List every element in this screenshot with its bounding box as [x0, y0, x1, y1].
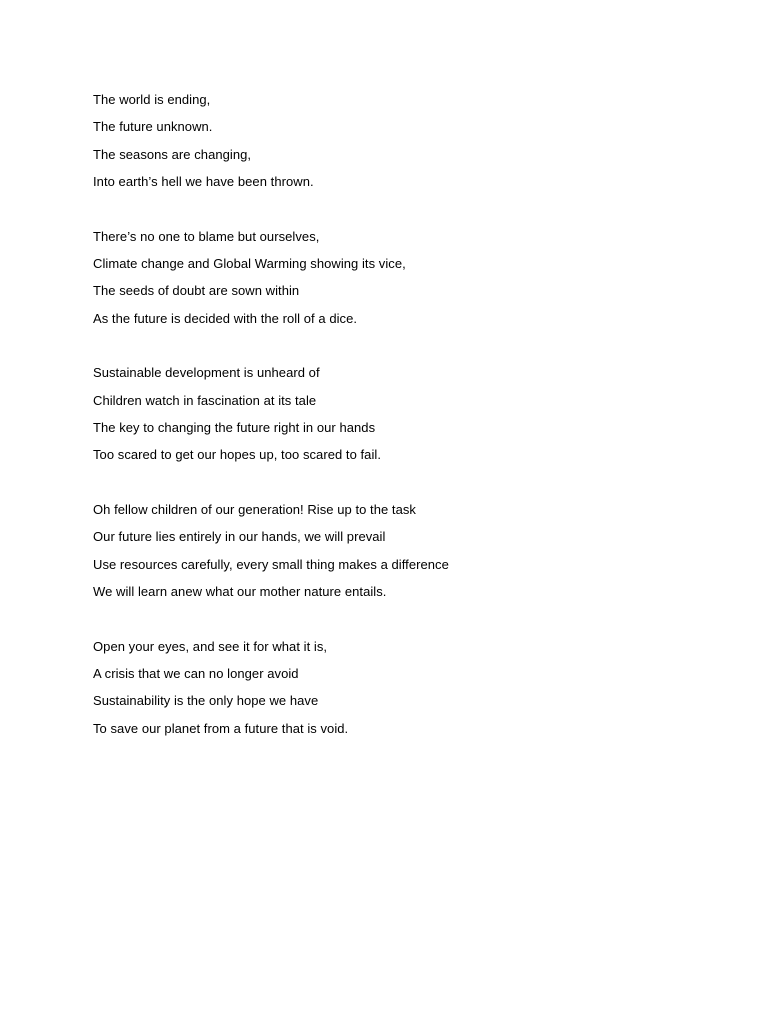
poem-line: As the future is decided with the roll of a dice.	[93, 310, 358, 326]
poem-line: Use resources carefully, every small thing makes a difference	[93, 556, 449, 572]
poem-line: Climate change and Global Warming showing its vice,	[93, 256, 406, 272]
poem-line: Open your eyes, and see it for what it is,	[93, 638, 328, 654]
stanza-5	[93, 633, 713, 743]
poem-line: Sustainable development is unheard of	[93, 365, 320, 381]
poem-line: Too scared to get our hopes up, too scared to fail.	[93, 447, 382, 463]
poem-line: The seeds of doubt are sown within	[93, 283, 300, 299]
poem-line: The seasons are changing,	[93, 146, 252, 162]
poem-line: Oh fellow children of our generation! Rise up to the task	[93, 501, 416, 517]
poem-line: We will learn anew what our mother nature entails.	[93, 584, 387, 600]
poem-line: Into earth’s hell we have been thrown.	[93, 174, 314, 190]
poem-line: To save our planet from a future that is void.	[93, 720, 349, 736]
poem-line: Sustainability is the only hope we have	[93, 693, 319, 709]
poem-line: There’s no one to blame but ourselves,	[93, 228, 320, 244]
stanza-4	[93, 496, 713, 606]
stanza-1	[93, 86, 713, 196]
stanza-2	[93, 223, 713, 333]
poem-line: Children watch in fascination at its tale	[93, 392, 317, 408]
poem-line: The world is ending,	[93, 92, 211, 107]
stanza-3	[93, 359, 713, 469]
poem-line: The key to changing the future right in our hands	[93, 420, 376, 436]
poem-line: A crisis that we can no longer avoid	[93, 665, 299, 681]
poem-line: The future unknown.	[93, 119, 213, 135]
poem-body	[93, 86, 713, 769]
poem-line: Our future lies entirely in our hands, we will prevail	[93, 529, 386, 545]
